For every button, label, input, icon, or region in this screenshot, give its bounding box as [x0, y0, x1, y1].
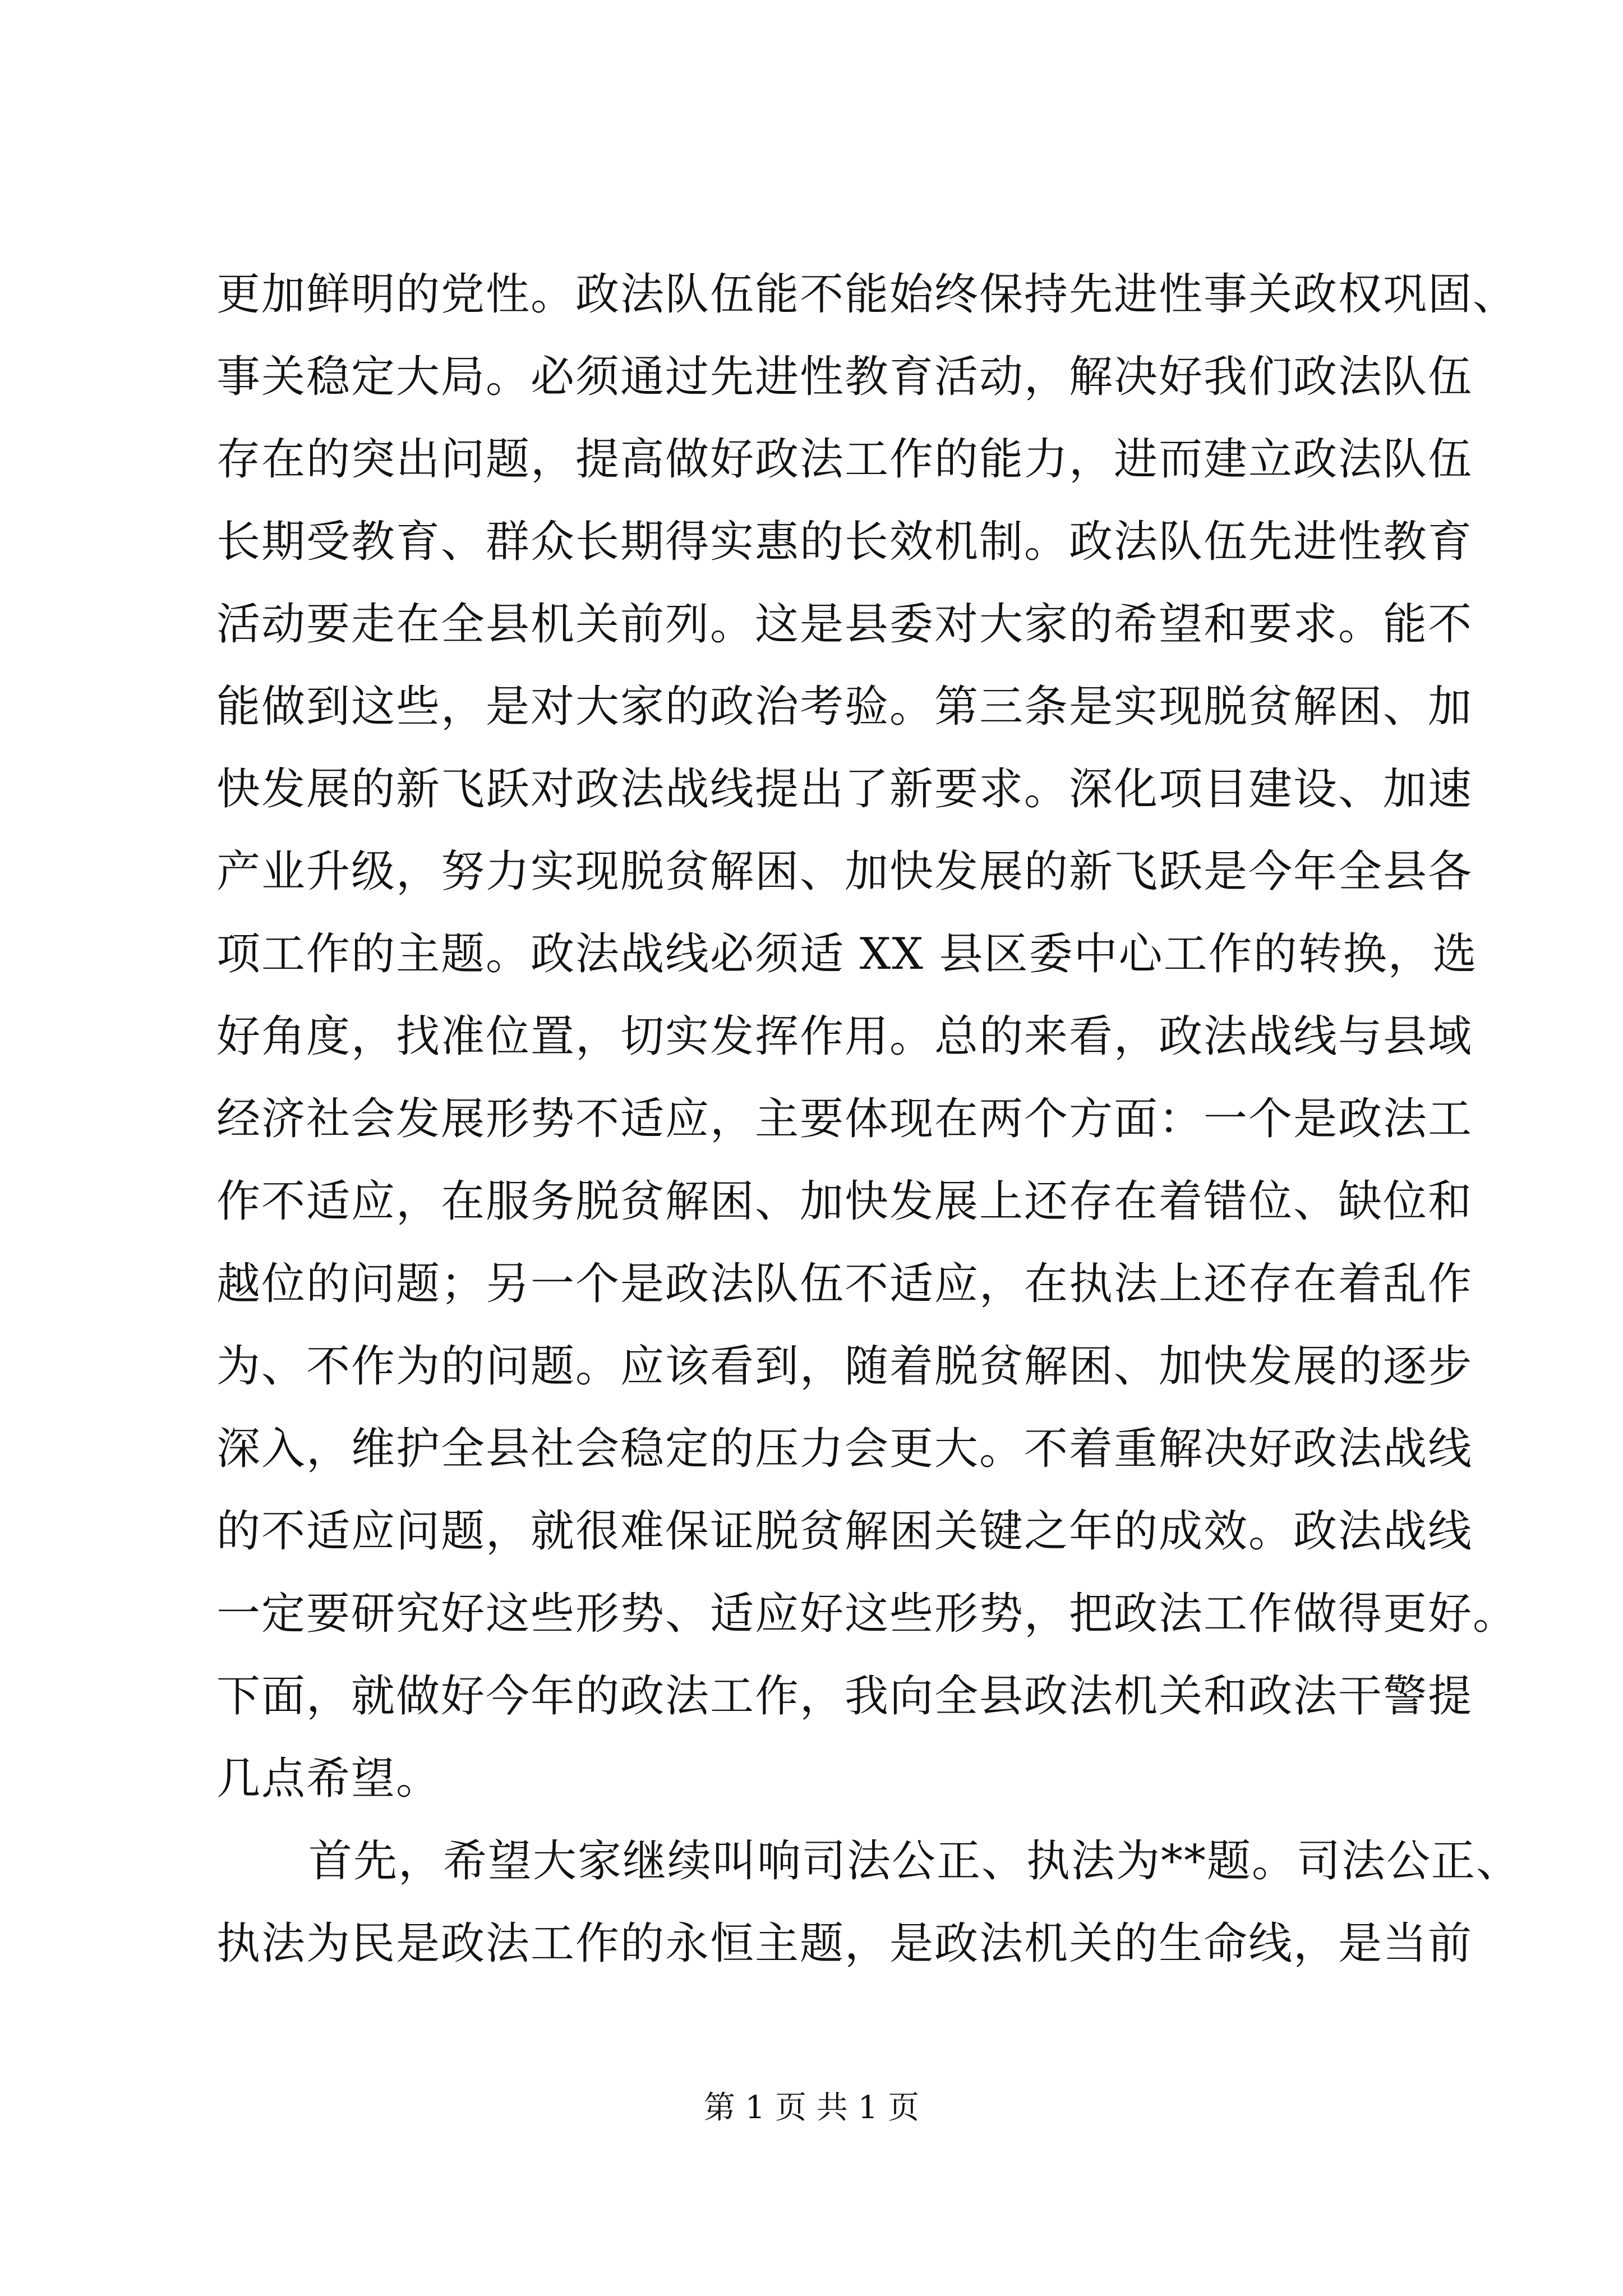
- text-line: 能做到这些，是对大家的政治考验。第三条是实现脱贫解困、加: [216, 682, 1473, 732]
- text-line: 深入，维护全县社会稳定的压力会更大。不着重解决好政法战线: [216, 1424, 1473, 1474]
- text-line: 为、不作为的问题。应该看到，随着脱贫解困、加快发展的逐步: [216, 1341, 1473, 1392]
- text-line: 活动要走在全县机关前列。这是县委对大家的希望和要求。能不: [216, 599, 1473, 650]
- text-line: 下面，就做好今年的政法工作，我向全县政法机关和政法干警提: [216, 1671, 1473, 1722]
- text-line: 项工作的主题。政法战线必须适 XX 县区委中心工作的转换，选: [216, 929, 1478, 979]
- paragraph-start-line: 首先，希望大家继续叫响司法公正、执法为**题。司法公正、: [308, 1836, 1521, 1887]
- body-text: [216, 254, 1521, 1985]
- text-line: 长期受教育、群众长期得实惠的长效机制。政法队伍先进性教育: [216, 517, 1473, 567]
- text-line: 几点希望。: [216, 1754, 441, 1804]
- text-line: 作不适应，在服务脱贫解困、加快发展上还存在着错位、缺位和: [216, 1176, 1473, 1227]
- text-line: 好角度，找准位置，切实发挥作用。总的来看，政法战线与县域: [216, 1011, 1473, 1062]
- text-line: 事关稳定大局。必须通过先进性教育活动，解决好我们政法队伍: [216, 352, 1473, 402]
- text-line: 快发展的新飞跃对政法战线提出了新要求。深化项目建设、加速: [216, 764, 1473, 815]
- text-line: 越位的问题；另一个是政法队伍不适应，在执法上还存在着乱作: [216, 1259, 1473, 1309]
- text-line: 更加鲜明的党性。政法队伍能不能始终保持先进性事关政权巩固、: [216, 269, 1518, 320]
- page-footer: 第 1 页 共 1 页: [703, 2090, 920, 2126]
- text-line: 经济社会发展形势不适应，主要体现在两个方面：一个是政法工: [216, 1094, 1473, 1144]
- text-line: 一定要研究好这些形势、适应好这些形势，把政法工作做得更好。: [216, 1589, 1518, 1639]
- text-line: 存在的突出问题，提高做好政法工作的能力，进而建立政法队伍: [216, 434, 1473, 485]
- text-line: 产业升级，努力实现脱贫解困、加快发展的新飞跃是今年全县各: [216, 846, 1473, 897]
- text-line: 的不适应问题，就很难保证脱贫解困关键之年的成效。政法战线: [216, 1506, 1473, 1557]
- text-line: 执法为民是政法工作的永恒主题，是政法机关的生命线，是当前: [216, 1918, 1473, 1969]
